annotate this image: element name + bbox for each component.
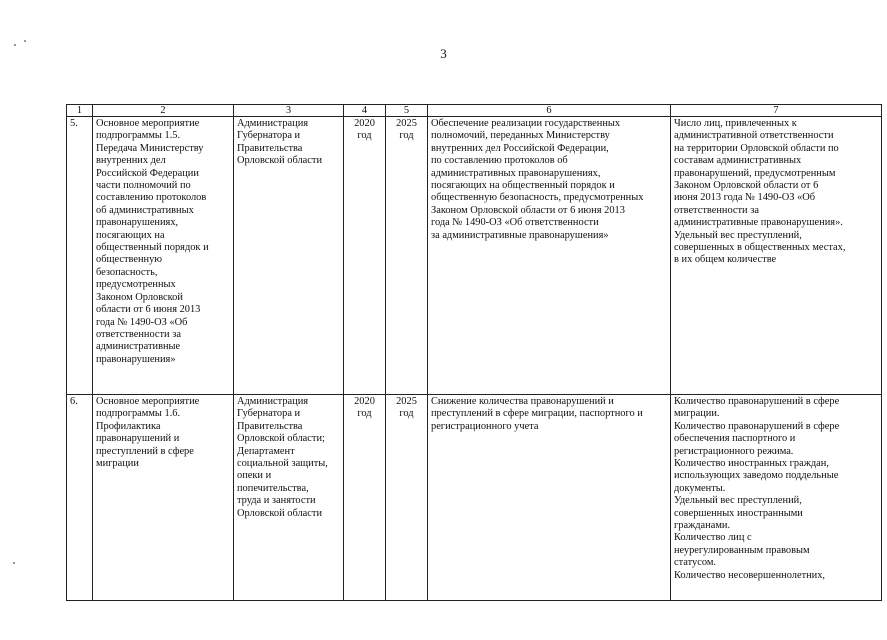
cell-line: посягающих на общественный порядок и: [431, 180, 615, 192]
cell-line: ответственности за: [96, 328, 181, 340]
cell-line: Количество несовершеннолетних,: [674, 569, 826, 581]
table-row: [67, 117, 882, 395]
result-cell: [428, 395, 671, 601]
executor-cell: [234, 395, 344, 601]
cell-line: Администрация: [237, 396, 309, 407]
row-number: 6.: [67, 395, 93, 601]
cell-line: миграции: [96, 458, 139, 470]
cell-line: июня 2013 года № 1490-ОЗ «Об: [674, 192, 816, 204]
cell-line: посягающих на: [96, 229, 165, 241]
header-cell: 7: [671, 105, 882, 117]
cell-line: общественный порядок и: [96, 242, 209, 254]
cell-line: полномочий, переданных Министерству: [431, 130, 610, 142]
cell-line: составлению протоколов: [96, 192, 207, 204]
cell-line: статусом.: [674, 557, 717, 569]
cell-line: год: [357, 130, 372, 142]
cell-line: подпрограммы 1.5.: [96, 130, 181, 142]
cell-line: Число лиц, привлеченных к: [674, 118, 797, 129]
cell-line: ответственности за: [674, 204, 759, 216]
cell-line: Количество правонарушений в сфере: [674, 420, 840, 432]
cell-line: части полномочий по: [96, 180, 191, 192]
cell-line: преступлений в сфере: [96, 445, 194, 457]
cell-line: труда и занятости: [237, 495, 316, 507]
cell-line: по составлению протоколов об: [431, 155, 568, 167]
cell-line: Снижение количества правонарушений и: [431, 396, 614, 407]
cell-line: Законом Орловской области от 6: [674, 180, 819, 192]
cell-line: Количество иностранных граждан,: [674, 458, 829, 470]
cell-line: Передача Министерству: [96, 142, 204, 154]
cell-line: внутренних дел Российской Федерации,: [431, 142, 609, 154]
cell-line: Правительства: [237, 142, 303, 154]
cell-line: регистрационного режима.: [674, 445, 794, 457]
cell-line: правонарушений и: [96, 433, 180, 445]
cell-line: Администрация: [237, 118, 309, 129]
cell-line: Орловской области: [237, 507, 323, 519]
cell-line: использующих заведомо поддельные: [674, 470, 839, 482]
cell-line: в их общем количестве: [674, 254, 777, 266]
cell-line: Удельный вес преступлений,: [674, 229, 802, 241]
cell-line: за административные правонарушения»: [431, 229, 609, 241]
cell-line: 2025: [396, 118, 417, 129]
scan-speck: [13, 562, 15, 564]
cell-line: неурегулированным правовым: [674, 544, 810, 556]
cell-line: Количество лиц с: [674, 532, 752, 544]
executor-cell: [234, 117, 344, 395]
cell-line: документы.: [674, 482, 726, 494]
cell-line: гражданами.: [674, 520, 731, 532]
cell-line: преступлений в сфере миграции, паспортного и: [431, 408, 643, 420]
cell-line: подпрограммы 1.6.: [96, 408, 181, 420]
event-cell: [93, 395, 234, 601]
cell-line: составам административных: [674, 155, 802, 167]
cell-line: правонарушения»: [96, 353, 176, 365]
cell-line: правонарушениях,: [96, 217, 179, 229]
scan-speck: [14, 44, 16, 46]
cell-line: год: [399, 130, 414, 142]
indicators-cell: [671, 395, 882, 601]
cell-line: Количество правонарушений в сфере: [674, 396, 840, 407]
cell-line: Удельный вес преступлений,: [674, 495, 802, 507]
cell-line: Губернатора и: [237, 130, 301, 142]
header-cell: 4: [344, 105, 386, 117]
table-row: [67, 395, 882, 601]
header-cell: 5: [386, 105, 428, 117]
cell-line: совершенных иностранными: [674, 507, 803, 519]
cell-line: административных правонарушениях,: [431, 167, 601, 179]
cell-line: административной ответственности: [674, 130, 834, 142]
cell-line: на территории Орловской области по: [674, 142, 839, 154]
cell-line: Орловской области: [237, 155, 323, 167]
cell-line: Законом Орловской области от 6 июня 2013: [431, 204, 625, 216]
start-year-cell: [344, 395, 386, 601]
cell-line: социальной защиты,: [237, 458, 328, 470]
cell-line: Основное мероприятие: [96, 396, 200, 407]
event-cell: [93, 117, 234, 395]
row-number: 5.: [67, 117, 93, 395]
result-cell: [428, 117, 671, 395]
header-cell: 3: [234, 105, 344, 117]
cell-line: области от 6 июня 2013: [96, 304, 201, 316]
cell-line: совершенных в общественных местах,: [674, 242, 846, 254]
cell-line: год: [357, 408, 372, 420]
cell-line: Российской Федерации: [96, 167, 199, 179]
cell-line: Правительства: [237, 420, 303, 432]
header-cell: 6: [428, 105, 671, 117]
cell-line: миграции.: [674, 408, 720, 420]
cell-line: попечительства,: [237, 482, 309, 494]
header-cell: 2: [93, 105, 234, 117]
cell-line: Обеспечение реализации государственных: [431, 118, 621, 129]
page-number: 3: [440, 46, 447, 61]
start-year-cell: [344, 117, 386, 395]
cell-line: общественную безопасность, предусмотренных: [431, 192, 644, 204]
cell-line: года № 1490-ОЗ «Об: [96, 316, 188, 328]
cell-line: Профилактика: [96, 420, 161, 432]
cell-line: Законом Орловской: [96, 291, 183, 303]
measures-table: [66, 104, 882, 601]
cell-line: Департамент: [237, 445, 295, 457]
cell-line: года № 1490-ОЗ «Об ответственности: [431, 217, 599, 229]
cell-line: обеспечения паспортного и: [674, 433, 796, 445]
cell-line: Основное мероприятие: [96, 118, 200, 129]
indicators-cell: [671, 117, 882, 395]
cell-line: общественную: [96, 254, 163, 266]
cell-line: регистрационного учета: [431, 420, 539, 432]
cell-line: административные правонарушения».: [674, 217, 843, 229]
cell-line: 2020: [354, 118, 375, 129]
cell-line: правонарушений, предусмотренным: [674, 167, 836, 179]
table-header-row: [67, 105, 882, 117]
end-year-cell: [386, 395, 428, 601]
cell-line: 2025: [396, 396, 417, 407]
cell-line: опеки и: [237, 470, 272, 482]
cell-line: безопасность,: [96, 266, 158, 278]
cell-line: год: [399, 408, 414, 420]
cell-line: предусмотренных: [96, 279, 176, 291]
cell-line: 2020: [354, 396, 375, 407]
cell-line: внутренних дел: [96, 155, 166, 167]
cell-line: административные: [96, 341, 181, 353]
header-cell: 1: [67, 105, 93, 117]
end-year-cell: [386, 117, 428, 395]
cell-line: Орловской области;: [237, 433, 325, 445]
scan-speck: [24, 40, 26, 42]
cell-line: Губернатора и: [237, 408, 301, 420]
cell-line: об административных: [96, 204, 194, 216]
